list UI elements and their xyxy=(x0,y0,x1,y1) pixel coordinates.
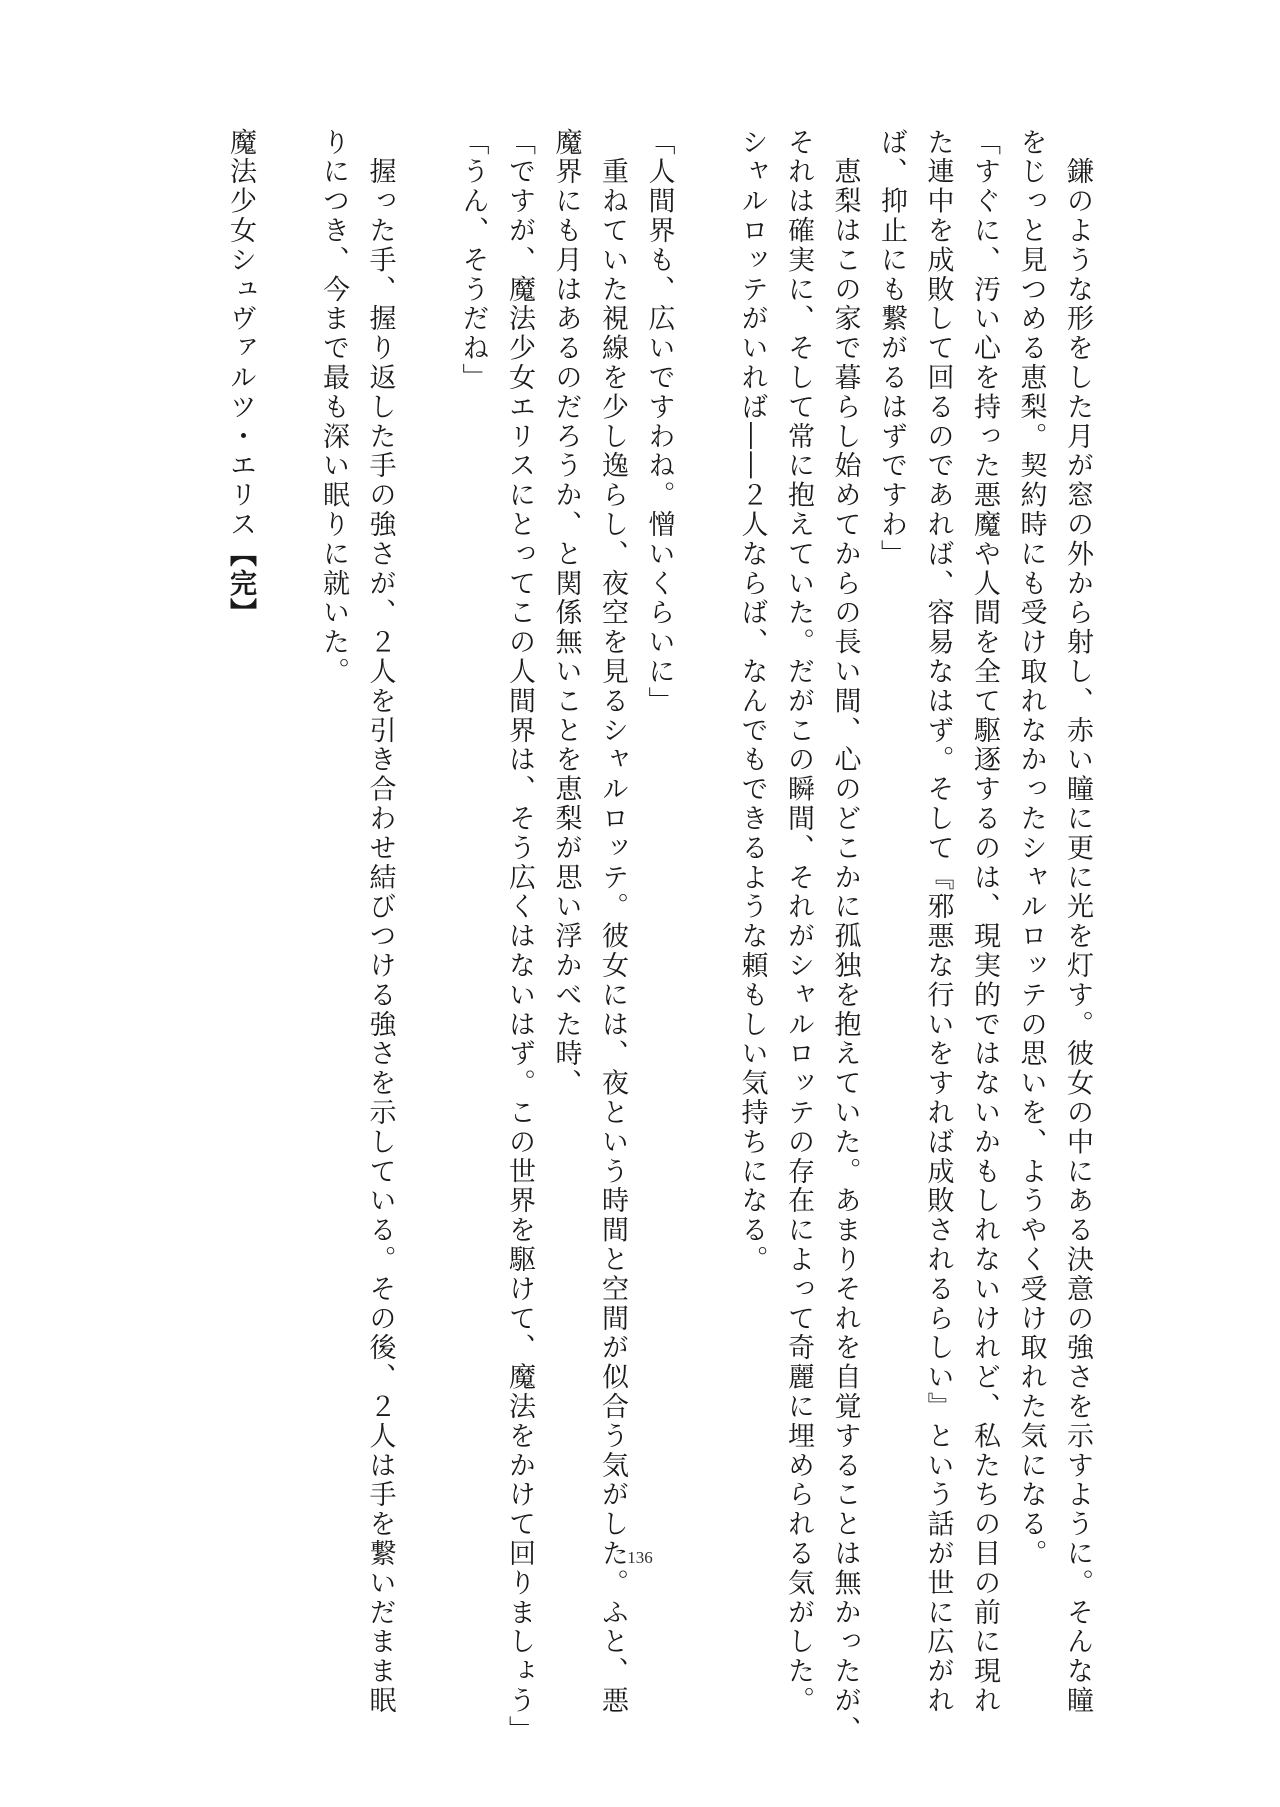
text-line: 「人間界も、広いですわね。憎いくらいに」 xyxy=(643,128,675,716)
text-line: 「ですが、魔法少女エリスにとってこの人間界は、そう広くはないはず。この世界を駆けて、魔法をかけて回りましょう」 xyxy=(504,128,535,1745)
text-line: た連中を成敗して回るのであれば、容易なはず。そして『邪悪な行いをすれば成敗されるらしい』という話が世に広がれ xyxy=(922,128,954,1716)
text-line: それは確実に、そして常に抱えていた。だがこの瞬間、それがシャルロッテの存在によって奇麗に埋められる気がした。 xyxy=(783,128,814,1716)
text-line: 「すぐに、汚い心を持った悪魔や人間を全て駆逐するのは、現実的ではないかもしれないけれど、私たちの目の前に現れ xyxy=(969,128,1000,1716)
blank-line xyxy=(403,128,450,1520)
text-line: 魔界にも月はあるのだろうか、と関係無いことを恵梨が思い浮かべた時、 xyxy=(550,128,582,1099)
story-title: 魔法少女シュヴァルツ・エリス xyxy=(225,128,256,540)
text-line: りにつき、今まで最も深い眠りに就いた。 xyxy=(318,128,349,687)
text-line: 恵梨はこの家で暮らし始めてからの長い間、心のどこかに孤独を抱えていた。あまりそれを自覚することは無かったが、 xyxy=(829,128,861,1745)
blank-line xyxy=(263,128,310,1520)
text-line: をじっと見つめる恵梨。契約時にも受け取れなかったシャルロッテの思いを、ようやく受け取れた気になる。 xyxy=(1015,128,1047,1569)
page-number: 136 xyxy=(627,1548,653,1567)
end-title-line xyxy=(217,128,264,1520)
text-line: ば、抑止にも繋がるはずですわ」 xyxy=(876,128,907,569)
text-line: シャルロッテがいれば――２人ならば、なんでもできるような頼もしい気持ちになる。 xyxy=(736,128,768,1275)
blank-line xyxy=(682,128,729,1520)
text-line: 鎌のような形をした月が窓の外から射し、赤い瞳に更に光を灯す。彼女の中にある決意の強さを示すように。そんな瞳 xyxy=(1062,128,1093,1716)
text-line: 重ねていた視線を少し逸らし、夜空を見るシャルロッテ。彼女には、夜という時間と空間が似合う気がした。ふと、悪 xyxy=(597,128,628,1716)
text-line: 握った手、握り返した手の強さが、２人を引き合わせ結びつける強さを示している。その後、２人は手を繋いだまま眠 xyxy=(364,128,396,1716)
complete-mark: 【完】 xyxy=(225,539,256,628)
text-line: 「うん、そうだね」 xyxy=(457,128,489,393)
